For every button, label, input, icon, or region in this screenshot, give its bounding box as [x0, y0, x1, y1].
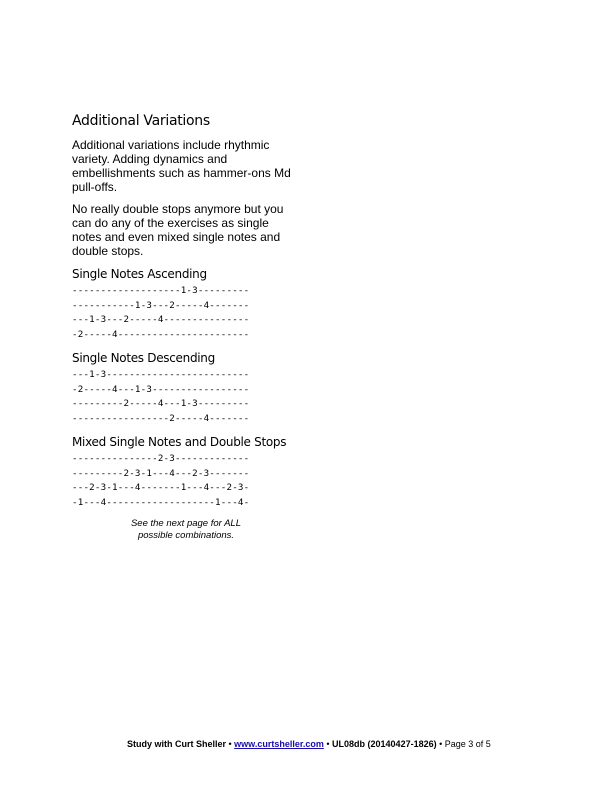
- footer-study: Study with Curt Sheller: [127, 739, 227, 749]
- tab-line: ---2-3-1---4-------1---4---2-3-: [72, 482, 250, 493]
- main-content: [72, 112, 300, 518]
- tab-block: [72, 368, 300, 426]
- exercise-single-notes-descending: [72, 350, 300, 426]
- tab-line: -2-----4-----------------------: [72, 328, 250, 340]
- tab-line: -------------------1-3---------: [72, 285, 250, 296]
- next-page-note: [128, 518, 244, 542]
- note-line: See the next page for ALL: [130, 518, 242, 529]
- exercise-single-notes-ascending: [72, 266, 300, 342]
- tab-line: ---------2-----4---1-3---------: [72, 398, 250, 409]
- footer-separator: •: [226, 739, 235, 749]
- section-title: Additional Variations: [72, 113, 210, 129]
- tab-line: ---1-3-------------------------: [72, 369, 250, 380]
- exercise-title: Mixed Single Notes and Double Stops: [72, 435, 287, 449]
- footer-separator: •: [323, 739, 333, 749]
- footer-code: UL08db (20140427-1826): [332, 739, 437, 749]
- tab-block: [72, 452, 300, 510]
- website-link[interactable]: www.curtsheller.com: [234, 739, 324, 749]
- tab-line: -----------1-3---2-----4-------: [72, 299, 250, 311]
- note-line: possible combinations.: [137, 530, 235, 541]
- exercise-mixed-single-double: [72, 434, 300, 510]
- paragraph-double-stops: No really double stops anymore but you can do any of the exercises as single notes and even mixed single notes and double stops.: [72, 202, 284, 258]
- tab-line: -2-----4---1-3-----------------: [72, 383, 250, 395]
- tab-line: ---1-3---2-----4---------------: [72, 314, 250, 325]
- tab-line: -----------------2-----4-------: [72, 412, 250, 424]
- paragraph-variations: Additional variations include rhythmic variety. Adding dynamics and embellishments such as hammer-ons Md pull-offs.: [72, 138, 291, 194]
- tab-line: ---------2-3-1---4---2-3-------: [72, 467, 250, 479]
- page-number: Page 3 of 5: [444, 739, 491, 749]
- tab-line: -1---4-------------------1---4-: [72, 496, 250, 508]
- page-footer: [127, 739, 491, 749]
- tab-line: ---------------2-3-------------: [72, 453, 250, 464]
- footer-separator: •: [436, 739, 445, 749]
- exercise-title: Single Notes Descending: [72, 351, 215, 365]
- exercise-title: Single Notes Ascending: [72, 267, 207, 281]
- tab-block: [72, 284, 300, 342]
